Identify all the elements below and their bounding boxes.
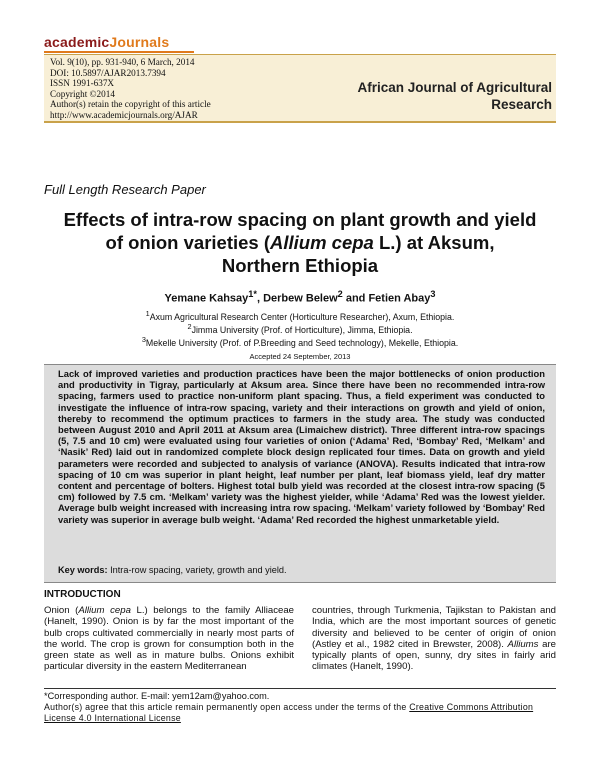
author-name: Fetien Abay [368,292,431,305]
journal-copyright: Copyright ©2014 [50,88,115,99]
intro-col1-post: L.) belongs to the family Alliaceae (Hanelt, 1990). Onion is by far the most important of the bulb crops cultivated commercially in nearly most parts of the world. The crop is grown for consumption both in the green state as well as in mature bulbs. Onions exhibit particular diversity in the eastern Mediterranean [44,605,295,673]
intro-col1-species: Allium cepa [78,605,131,616]
author-affil-sup: 2 [337,289,343,299]
journal-rights: Author(s) retain the copyright of this article [50,99,211,110]
corresponding-mark: * [253,289,257,299]
affiliation-text: Jimma University (Prof. of Horticulture), Jimma, Ethiopia. [191,325,413,336]
journal-issn: ISSN 1991-637X [50,78,115,89]
paper-title [40,208,560,277]
journal-doi: DOI: 10.5897/AJAR2013.7394 [50,67,166,78]
intro-column-2 [312,605,556,673]
title-line-2 [40,231,560,254]
affiliation [0,335,600,348]
affiliation-sup: 1 [145,309,150,318]
journal-info [50,57,211,121]
affiliation-sup: 2 [187,322,192,332]
publisher-logo [44,34,169,50]
affiliation-text: Axum Agricultural Research Center (Horticulture Researcher), Axum, Ethiopia. [149,311,455,322]
author-affil-sup: 1 [248,289,254,299]
license-text: Author(s) agree that this article remain permanently open access under the terms of the [44,702,410,712]
affiliations [0,309,600,348]
author-name: Yemane Kahsay [164,292,249,305]
accepted-date: Accepted 24 September, 2013 [249,352,351,361]
affiliation [0,309,600,322]
affiliation-sup: 3 [141,335,146,345]
intro-col2-pre: countries, through Turkmenia, Tajikstan to Pakistan and India, which are the most important sources of genetic diversity and believed to be center of origin of onion (Astley et al., 1982 cited in Brewster, 2008). [312,605,556,650]
paper-type: Full Length Research Paper [44,182,206,197]
title-line-1: Effects of intra-row spacing on plant growth and yield [63,209,537,230]
journal-title: African Journal of Agricultural Research [357,80,552,112]
section-heading-introduction: INTRODUCTION [44,589,121,600]
title-line-2-pre: of onion varieties ( [105,232,270,253]
logo-part-journals: Journals [109,34,170,50]
title-line-3: Northern Ethiopia [221,255,379,276]
license-link[interactable]: Creative Commons Attribution License 4.0 International License [44,702,534,723]
intro-col2-genus: Alliums [507,638,539,650]
journal-volume: Vol. 9(10), pp. 931-940, 6 March, 2014 [50,57,195,67]
title-species: Allium cepa [270,232,374,253]
keywords-text: Intra-row spacing, variety, growth and yield. [107,565,287,575]
affiliation-text: Mekelle University (Prof. of P.Breeding and Seed technology), Mekelle, Ethiopia. [145,338,459,349]
abstract-text: Lack of improved varieties and production practices have been the major bottlenecks of onion production and productivity in Tigray, particularly at Aksum area. Since there have been no recommended intra-row spacing, farmers used to practice non-uniform plant spacing. Thus, a field experiment was conducted to investigate the influence of intra-row spacing, variety and their interactions on growth and yield of onion, thereby to recommend the optimum practices to farmers in the study area. The study was conducted between August 2010 and April 2011 at Aksum area (Limaichew district). Three different intra-row spacings (5, 7.5 and 10 cm) were evaluated using four varieties of onion (‘Adama’ Red, ‘Bombay’ Red, ‘Melkam’ and ‘Nasik’ Red) laid out in randomized complete block design replicated four times. Data on growth and yield parameters were recorded and subjected to analysis of variance (ANOVA). Results indicated that intra-row spacing of 10 cm was superior in plant height, leaf number per plant, leaf biomass yield, leaf dry matter content and percentage of bolters. Highest total bulb yield was recorded at the closest intra-row spacing (5 cm) followed by 7.5 cm. ‘Melkam’ variety was the highest yielder, while ‘Adama’ Red was the lowest yielder. Average bulb weight increased with increasing intra row spacing. ‘Melkam’ variety followed by ‘Bombay’ Red variety was superior in average bulb weight. ‘Adama’ Red recorded the highest unmarketable yield. [58,368,545,525]
keywords [58,565,545,575]
footer-rule [44,688,556,689]
intro-col2-post: are typically plants of open, sunny, dry sites in fairly arid climates (Hanelt, 1990). [312,638,556,673]
logo-part-academic: academic [44,34,110,50]
author-affil-sup: 3 [430,289,436,299]
corresponding-author: *Corresponding author. E-mail: yem12am@yahoo.com. [44,691,270,701]
footer [44,691,556,724]
author-separator: and [342,292,369,305]
author-name: Derbew Belew [263,292,338,305]
license-statement [44,702,556,724]
intro-column-1 [44,605,294,673]
keywords-label: Key words: [58,565,108,575]
author-separator: , [256,292,264,305]
logo-underline [44,51,194,53]
title-line-2-post: L.) at Aksum, [373,232,495,253]
journal-url[interactable]: http://www.academicjournals.org/AJAR [50,109,198,120]
affiliation [0,322,600,335]
author-list [0,289,600,305]
intro-col1-pre: Onion ( [44,605,79,616]
